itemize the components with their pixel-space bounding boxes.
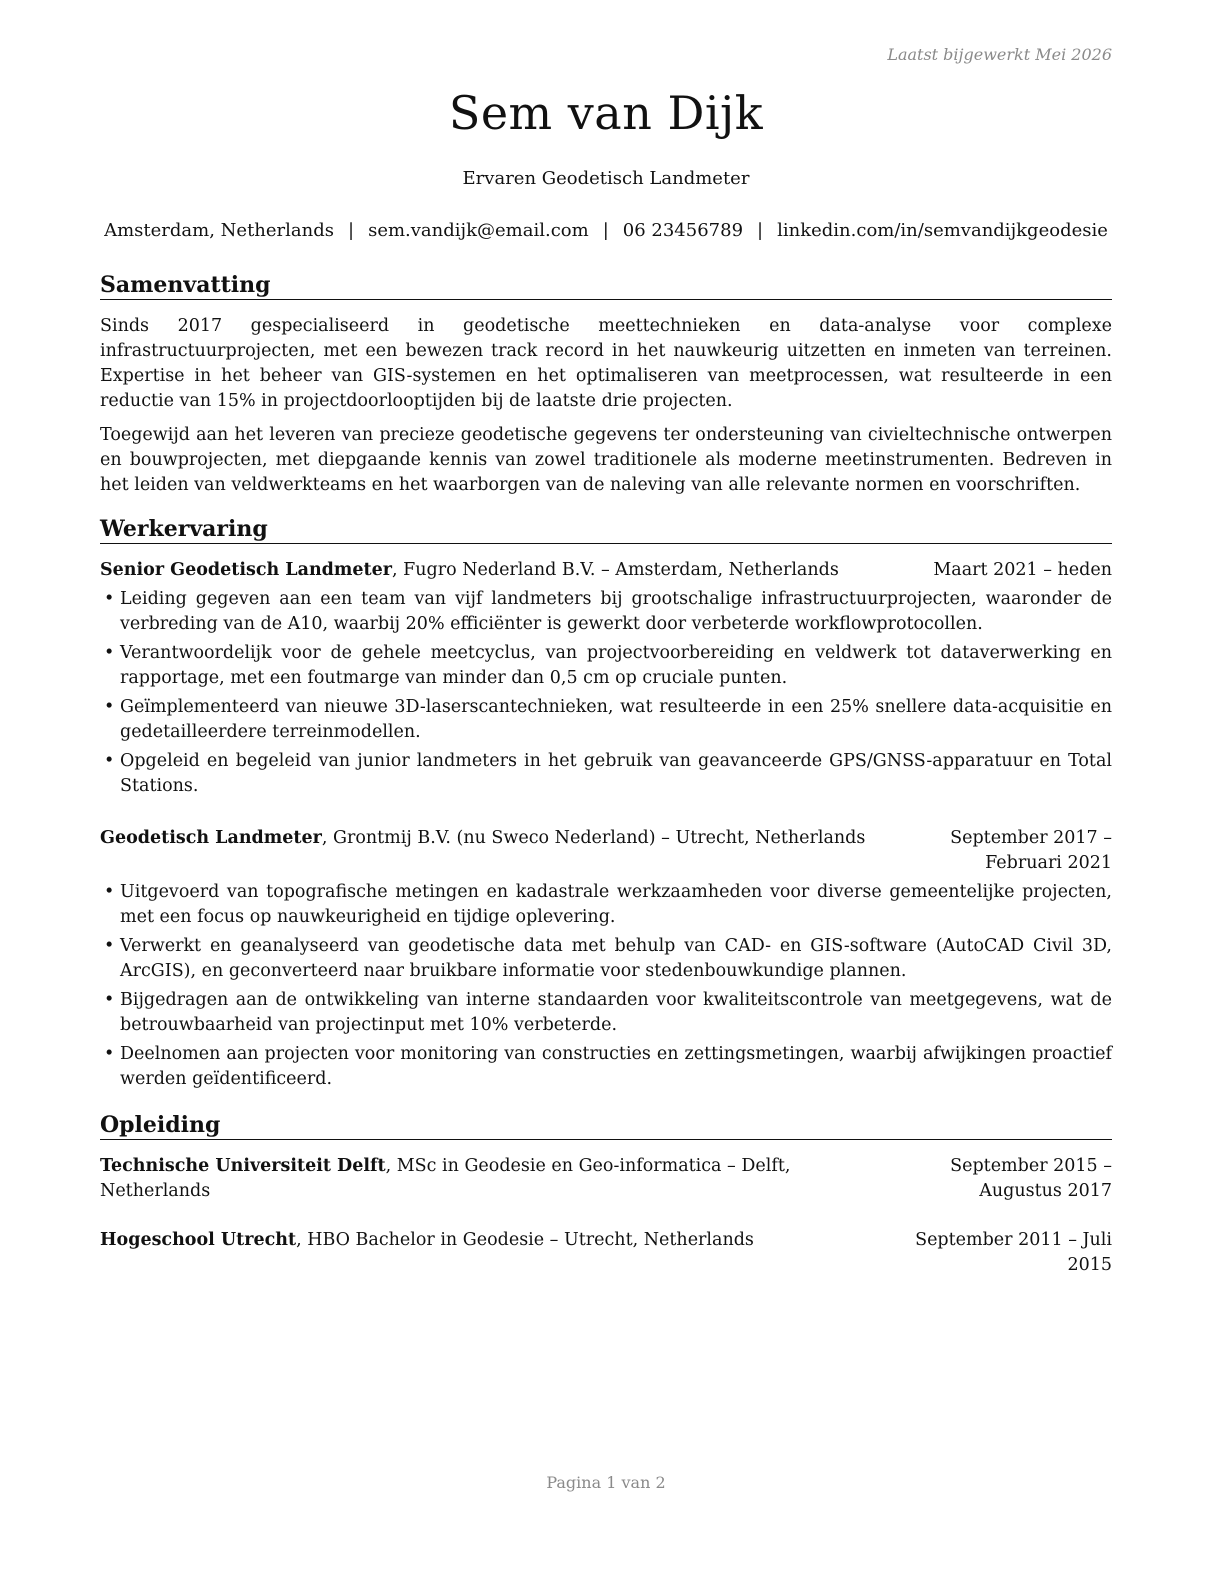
job-title: Senior Geodetisch Landmeter bbox=[100, 560, 392, 580]
job-bullet-list bbox=[100, 587, 1112, 799]
job-bullet bbox=[100, 695, 1112, 745]
job-entry bbox=[100, 558, 1112, 803]
last-updated-note: Laatst bijgewerkt Mei 2026 bbox=[887, 45, 1112, 64]
job-dates: Maart 2021 – heden bbox=[933, 560, 1112, 580]
education-school: Technische Universiteit Delft bbox=[100, 1156, 386, 1176]
job-header bbox=[100, 558, 1112, 583]
summary-paragraph: Toegewijd aan het leveren van precieze geodetische gegevens ter ondersteuning van civieltechnische ontwerpen en bouwprojecten, met diepgaande kennis van zowel traditionele als moderne meetinstrumenten. Bedreven in het leiden van veldwerkteams en het waarborgen van de naleving van alle relevante normen en voorschriften. bbox=[100, 425, 1112, 495]
contact-location: Amsterdam, Netherlands bbox=[104, 220, 334, 241]
bullet-icon: • bbox=[104, 936, 115, 956]
job-employer: , Grontmij B.V. (nu Sweco Nederland) – Utrecht, Netherlands bbox=[321, 828, 866, 848]
bullet-icon: • bbox=[104, 589, 115, 609]
education-school: Hogeschool Utrecht bbox=[100, 1230, 297, 1250]
job-bullet-text: Geïmplementeerd van nieuwe 3D-laserscantechnieken, wat resulteerde in een 25% snellere data-acquisitie en gedetailleerdere terreinmodellen. bbox=[120, 697, 1112, 742]
contact-line bbox=[80, 220, 1132, 241]
bullet-icon: • bbox=[104, 643, 115, 663]
section-heading-summary: Samenvatting bbox=[100, 272, 1112, 300]
job-entry bbox=[100, 826, 1112, 1096]
education-heading bbox=[100, 1154, 892, 1204]
job-bullet bbox=[100, 641, 1112, 691]
bullet-icon: • bbox=[104, 882, 115, 902]
education-degree: , HBO Bachelor in Geodesie – Utrecht, Netherlands bbox=[296, 1230, 754, 1250]
contact-linkedin[interactable]: linkedin.com/in/semvandijkgeodesie bbox=[777, 220, 1108, 241]
job-heading bbox=[100, 558, 932, 583]
job-bullet-list bbox=[100, 880, 1112, 1092]
education-dates: September 2011 – Juli 2015 bbox=[915, 1230, 1112, 1275]
job-bullet-text: Bijgedragen aan de ontwikkeling van interne standaarden voor kwaliteitscontrole van meetgegevens, wat de betrouwbaarheid van projectinput met 10% verbeterde. bbox=[120, 990, 1112, 1035]
job-bullet-text: Opgeleid en begeleid van junior landmeters in het gebruik van geavanceerde GPS/GNSS-apparatuur en Total Stations. bbox=[120, 751, 1112, 796]
resume-page bbox=[100, 0, 1112, 1584]
education-entry bbox=[100, 1228, 1112, 1278]
candidate-title: Ervaren Geodetisch Landmeter bbox=[462, 168, 750, 189]
job-bullet bbox=[100, 1042, 1112, 1092]
section-heading-education: Opleiding bbox=[100, 1112, 1112, 1140]
education-heading bbox=[100, 1228, 892, 1253]
education-degree: , MSc in Geodesie en Geo-informatica – Delft, Netherlands bbox=[100, 1156, 791, 1201]
job-bullet bbox=[100, 934, 1112, 984]
education-header bbox=[100, 1154, 1112, 1204]
contact-phone: 06 23456789 bbox=[622, 220, 744, 241]
bullet-icon: • bbox=[104, 697, 115, 717]
bullet-icon: • bbox=[104, 990, 115, 1010]
bullet-icon: • bbox=[104, 1044, 115, 1064]
education-dates: September 2015 – Augustus 2017 bbox=[950, 1156, 1112, 1201]
job-bullet-text: Leiding gegeven aan een team van vijf landmeters bij grootschalige infrastructuurprojecten, waaronder de verbreding van de A10, waarbij 20% efficiënter is gewerkt door verbeterde workflowprotocollen. bbox=[120, 589, 1112, 634]
summary-paragraph: Sinds 2017 gespecialiseerd in geodetische meettechnieken en data-analyse voor complexe infrastructuurprojecten, met een bewezen track record in het nauwkeurig uitzetten en inmeten van terreinen. Expertise in het beheer van GIS-systemen en het optimaliseren van meetprocessen, wat resulteerde in een reductie van 15% in projectdoorlooptijden bij de laatste drie projecten. bbox=[100, 316, 1112, 411]
candidate-name: Sem van Dijk bbox=[448, 86, 764, 140]
job-employer: , Fugro Nederland B.V. – Amsterdam, Netherlands bbox=[392, 560, 839, 580]
job-bullet-text: Deelnomen aan projecten voor monitoring van constructies en zettingsmetingen, waarbij afwijkingen proactief werden geïdentificeerd. bbox=[120, 1044, 1112, 1089]
job-bullet-text: Verantwoordelijk voor de gehele meetcyclus, van projectvoorbereiding en veldwerk tot dataverwerking en rapportage, met een foutmarge van minder dan 0,5 cm op cruciale punten. bbox=[120, 643, 1112, 688]
section-heading-experience: Werkervaring bbox=[100, 516, 1112, 544]
contact-email[interactable]: sem.vandijk@email.com bbox=[368, 220, 589, 241]
job-bullet bbox=[100, 988, 1112, 1038]
job-bullet-text: Uitgevoerd van topografische metingen en kadastrale werkzaamheden voor diverse gemeentelijke projecten, met een focus op nauwkeurigheid en tijdige oplevering. bbox=[120, 882, 1112, 927]
bullet-icon: • bbox=[104, 751, 115, 771]
education-header bbox=[100, 1228, 1112, 1278]
contact-separator: | bbox=[757, 220, 764, 241]
page-number: Pagina 1 van 2 bbox=[546, 1473, 666, 1492]
education-entry bbox=[100, 1154, 1112, 1204]
job-bullet-text: Verwerkt en geanalyseerd van geodetische data met behulp van CAD- en GIS-software (AutoCAD Civil 3D, ArcGIS), en geconverteerd naar bruikbare informatie voor stedenbouwkundige plannen. bbox=[120, 936, 1112, 981]
job-dates: September 2017 – Februari 2021 bbox=[950, 828, 1112, 873]
job-heading bbox=[100, 826, 872, 851]
job-title: Geodetisch Landmeter bbox=[100, 828, 322, 848]
job-bullet bbox=[100, 880, 1112, 930]
job-bullet bbox=[100, 749, 1112, 799]
contact-separator: | bbox=[602, 220, 609, 241]
job-header bbox=[100, 826, 1112, 876]
job-bullet bbox=[100, 587, 1112, 637]
contact-separator: | bbox=[348, 220, 355, 241]
summary-section bbox=[100, 314, 1112, 507]
